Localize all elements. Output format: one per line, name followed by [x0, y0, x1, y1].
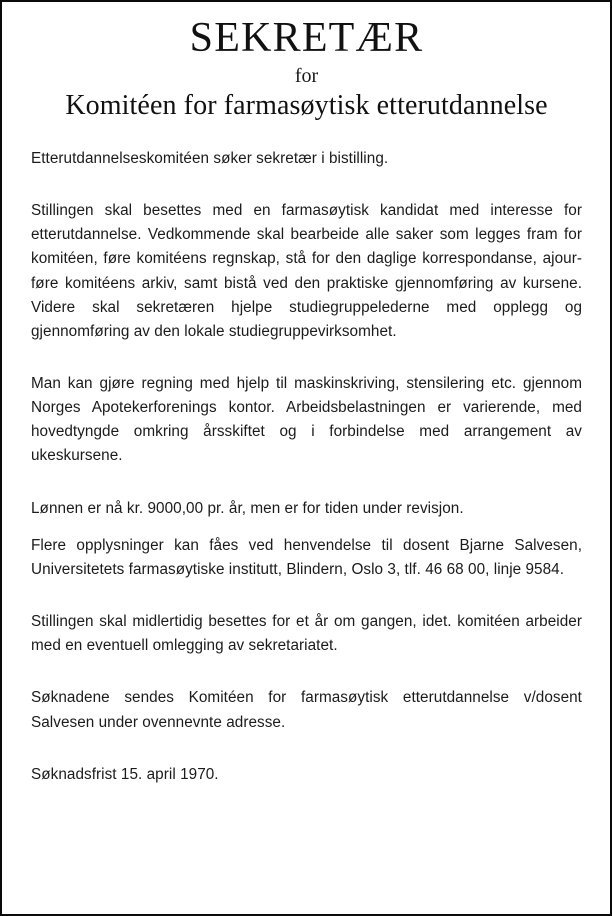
paragraph-spacer	[31, 469, 582, 497]
paragraph-intro: Etterutdannelseskomitéen søker sekretær i bistilling.	[31, 149, 389, 167]
paragraph-position-description: Stillingen skal besettes med en farmasøytisk kandidat med interesse for etterutdannelse. Vedkommende skal bearbeide alle saker som legges fram for komitéen, føre komitéens regnskap, stå for den daglige korrespondanse, ajour-føre komitéens arkiv, samt bistå ved den praktiske gjennomføring av kursene. Videre skal sekretæren hjelpe studiegruppelederne med opplegg og gjennomføring av den lokale studiegruppevirksomhet.	[31, 202, 582, 340]
paragraph-spacer	[31, 582, 582, 610]
paragraph-spacer	[31, 344, 582, 372]
paragraph-application-address: Søknadene sendes Komitéen for farmasøytisk etterutdannelse v/dosent Salvesen under ovennevnte adresse.	[31, 689, 582, 731]
body-text	[31, 147, 582, 787]
page-subtitle: Komitéen for farmasøytisk etterutdannelse	[65, 89, 548, 121]
page-content	[2, 2, 610, 787]
paragraph-spacer	[31, 658, 582, 686]
paragraph-deadline: Søknadsfrist 15. april 1970.	[31, 765, 219, 783]
page-title: SEKRETÆR	[189, 15, 424, 61]
title-connector: for	[294, 64, 319, 87]
paragraph-spacer	[31, 171, 582, 199]
paragraph-spacer	[31, 735, 582, 763]
paragraph-contact: Flere opplysninger kan fåes ved henvendelse til dosent Bjarne Salvesen, Universitetets farmasøytiske institutt, Blindern, Oslo 3, tlf. 46 68 00, linje 9584.	[31, 536, 582, 578]
paragraph-spacer	[31, 521, 582, 534]
paragraph-salary: Lønnen er nå kr. 9000,00 pr. år, men er for tiden under revisjon.	[31, 499, 464, 517]
paragraph-support-and-workload: Man kan gjøre regning med hjelp til maskinskriving, stensilering etc. gjennom Norges Apotekerforenings kontor. Arbeidsbelastningen er varierende, med hovedtyngde omkring årsskiftet og i forbindelse med arrangement av ukeskursene.	[31, 374, 582, 465]
paragraph-term: Stillingen skal midlertidig besettes for et år om gangen, idet. komitéen arbeider med en eventuell omlegging av sekretariatet.	[31, 613, 582, 655]
